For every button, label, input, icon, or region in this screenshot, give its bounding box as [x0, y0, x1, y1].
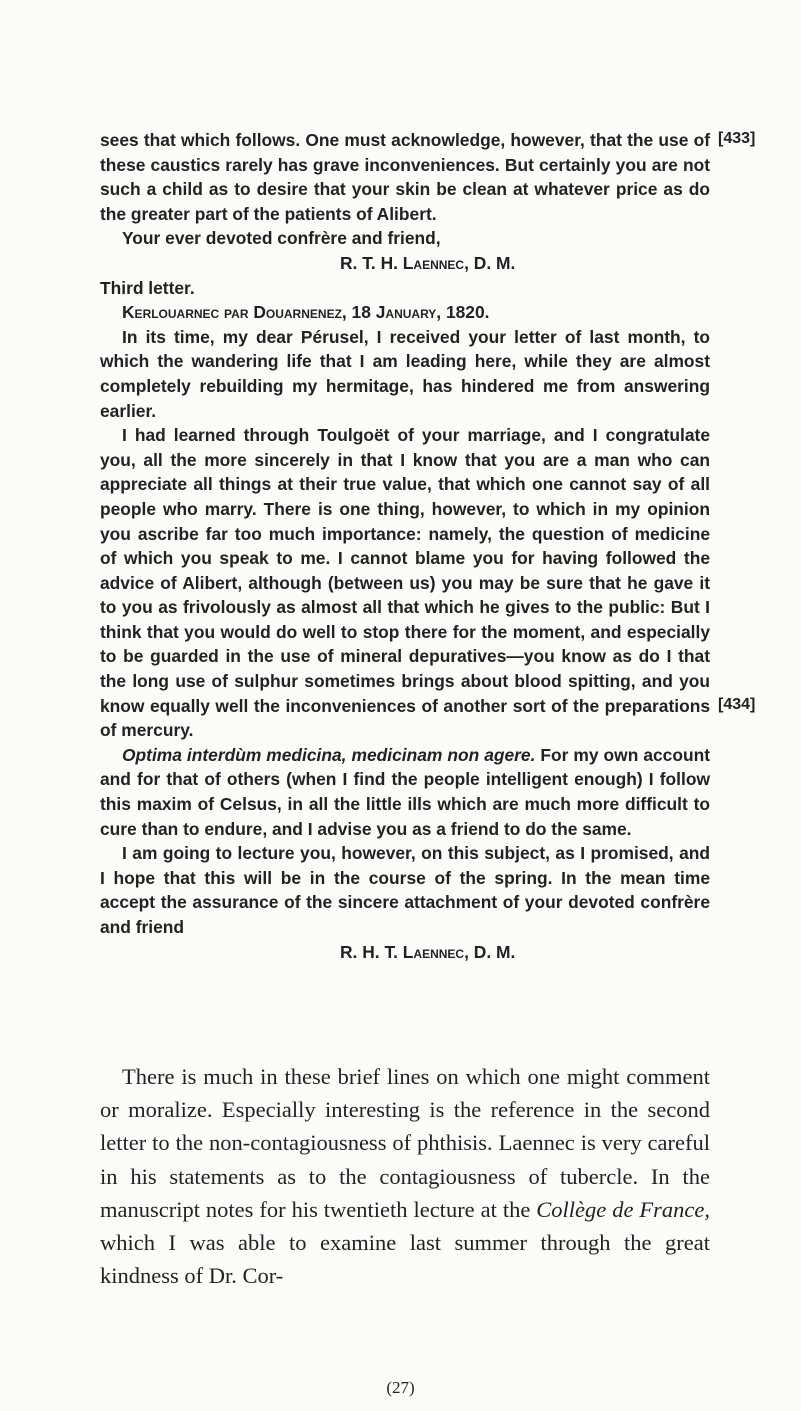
letter-paragraph: I had learned through Toulgoët of your marriage, and I congratulate you, all the more sincerely in that I know that you are a man who can appreciate all things at their true value, that which one cannot say of all people who marry. There is one thing, however, to which in my opinion you ascribe far too much importance: namely, the question of medicine of which you speak to me. I cannot blame you for having followed the advice of Alibert, although (between us) you may be sure that he gave it to you as frivolously as almost all that which he gives to the public: But I think that you would do well to stop there for the moment, and especially to be guarded in the use of mineral depuratives—you know as do I that the long use of sulphur sometimes brings about blood spitting, and you know equally well the inconveniences of another sort of the preparations of mercury.	[100, 425, 710, 741]
latin-maxim: Optima interdùm medicina, medicinam non agere.	[122, 744, 536, 765]
letter-signature: R. H. T. Laennec, D. M.	[340, 941, 516, 962]
body-paragraph	[100, 1060, 710, 1292]
letter-signature: R. T. H. Laennec, D. M.	[340, 252, 516, 273]
letter-paragraph	[100, 743, 710, 841]
letter-paragraph: In its time, my dear Pérusel, I received your letter of last month, to which the wandering life that I am leading here, while they are almost completely rebuilding my hermitage, has hindered me from answering earlier.	[100, 326, 710, 421]
margin-page-ref: [434]	[718, 696, 756, 713]
letter-heading: Third letter.	[100, 277, 195, 298]
letter-paragraph: I am going to lecture you, however, on this subject, as I promised, and I hope that this will be in the course of the spring. In the mean time accept the assurance of the sincere attachment of your devoted confrère and friend	[100, 843, 710, 937]
page-number: (27)	[386, 1378, 415, 1397]
body-text-run: There is much in these brief lines on which one might comment or moralize. Especially interesting is the reference in the second letter to the non-contagiousness of phthisis. Laennec is very careful in his statements as to the contagiousness of tubercle. In the manuscript notes for his twentieth lecture at the	[100, 1064, 710, 1222]
letter-closing: Your ever devoted confrère and friend,	[122, 228, 441, 249]
letter-dateline: Kerlouarnec par Douarnenez, 18 January, 1820.	[122, 302, 490, 323]
margin-page-ref: [433]	[718, 130, 756, 147]
letter-paragraph-text: For my own account and for that of others (when I find the people intelligent enough) I follow this maxim of Celsus, in all the little ills which are much more difficult to cure than to endure, and I advise you as a friend to do the same.	[100, 744, 710, 839]
institution-name: Collège de France,	[536, 1196, 710, 1222]
letter-paragraph: sees that which follows. One must acknowledge, however, that the use of these caustics rarely has grave inconveniences. But certainly you are not such a child as to desire that your skin be clean at whatever price as do the greater part of the patients of Alibert.	[100, 130, 710, 224]
quoted-letters	[100, 128, 710, 964]
body-text-run: which I was able to examine last summer through the great kindness of Dr. Cor-	[100, 1230, 710, 1289]
main-text	[100, 1060, 710, 1292]
